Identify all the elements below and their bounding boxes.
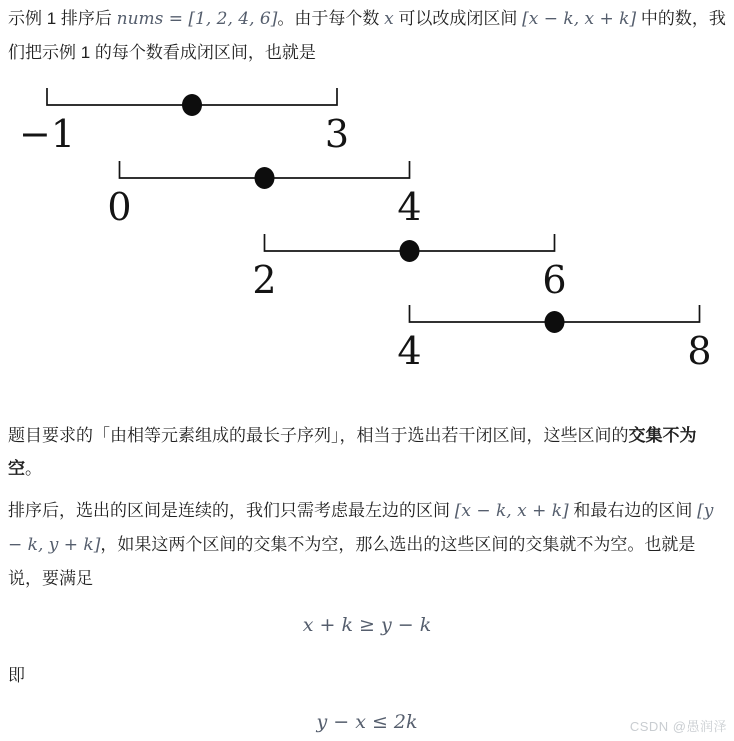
interval-group <box>397 305 711 373</box>
formula-text: x + k ≥ y − k <box>302 614 432 636</box>
csdn-watermark: CSDN @愚润泽 <box>629 719 727 734</box>
formula-block-2 <box>0 709 734 737</box>
interval-point-dot <box>255 167 275 189</box>
interval-point-dot <box>545 311 565 333</box>
interval-left-label: 0 <box>107 185 132 229</box>
text-segment: 。由于每个数 <box>277 9 385 28</box>
paragraph-ji <box>8 659 726 692</box>
text-segment: 即 <box>8 666 25 685</box>
interval-group <box>107 161 421 229</box>
paragraph-intro <box>8 2 726 69</box>
text-segment: 排序后，选出的区间是连续的，我们只需考虑最左边的区间 <box>8 501 455 520</box>
interval-right-label: 6 <box>542 258 567 302</box>
inline-math-interval-y: [y − k, y + k] <box>8 501 714 555</box>
interval-right-label: 8 <box>687 329 712 373</box>
inline-math-interval-x: [x − k, x + k] <box>522 9 637 29</box>
interval-point-dot <box>182 94 202 116</box>
text-segment: 可以改成闭区间 <box>393 9 523 28</box>
paragraph-reasoning <box>8 494 726 595</box>
text-segment: 和最右边的区间 <box>568 501 698 520</box>
text-segment: 示例 1 排序后 <box>8 9 117 28</box>
interval-left-label: −1 <box>18 112 76 156</box>
interval-right-label: 3 <box>324 112 350 156</box>
interval-left-label: 2 <box>252 258 277 302</box>
intervals-diagram <box>0 85 734 380</box>
text-segment: 中的数，我们把示例 1 的每个数看成闭区间，也就是 <box>8 9 726 62</box>
text-segment: 题目要求的「由相等元素组成的最长子序列」，相当于选出若干闭区间，这些区间的 <box>8 426 629 445</box>
text-segment: ，如果这两个区间的交集不为空，那么选出的这些区间的交集就不为空。也就是说，要满足 <box>8 535 696 588</box>
interval-right-label: 4 <box>397 185 422 229</box>
interval-group <box>19 88 349 156</box>
interval-point-dot <box>400 240 420 262</box>
inline-math-nums: nums = [1, 2, 4, 6] <box>116 9 278 29</box>
interval-left-label: 4 <box>397 329 422 373</box>
bold-text-intersection: 交集不为空 <box>8 426 697 478</box>
formula-block-1 <box>0 612 734 640</box>
paragraph-requirement <box>8 419 726 485</box>
formula-text: y − x ≤ 2k <box>316 711 418 733</box>
inline-math-x: x <box>384 9 394 29</box>
text-segment: 。 <box>25 459 42 478</box>
inline-math-interval-x: [x − k, x + k] <box>454 501 569 521</box>
interval-group <box>252 234 566 302</box>
